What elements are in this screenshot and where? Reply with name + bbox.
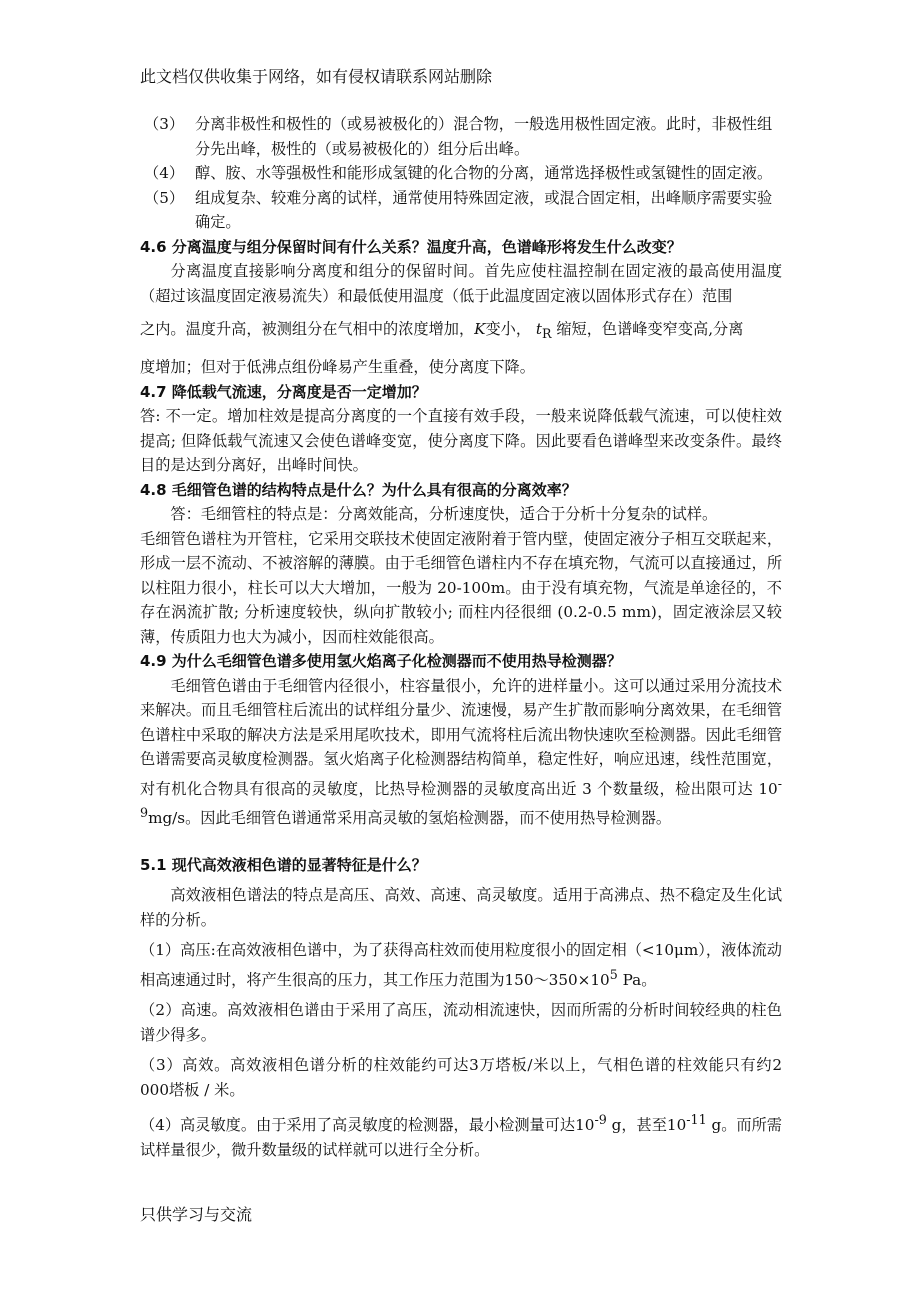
list-item-text: 组成复杂、较难分离的试样，通常使用特殊固定液，或混合固定相，出峰顺序需要实验确定。 bbox=[195, 188, 773, 231]
list-item-number: （4） bbox=[144, 164, 185, 182]
section-title-4-8: 4.8 毛细管色谱的结构特点是什么？为什么具有很高的分离效率？ bbox=[140, 480, 577, 499]
paragraph-text: 之内。温度升高，被测组分在气相中的浓度增加， bbox=[140, 320, 475, 338]
page-footer: 只供学习与交流 bbox=[140, 1205, 253, 1224]
paragraph-text: mg/s。因此毛细管色谱通常采用高灵敏的氢焰检测器，而不使用热导检测器。 bbox=[148, 809, 672, 828]
paragraph-text: 毛细管色谱由于毛细管内径很小，柱容量很小，允许的进样量小。这可以通过采用分流技术来解决。而且毛细管柱后流出的试样组分量少、流速慢，易产生扩散而影响分离效果，在毛细管色谱柱中采取的解决方法是采用尾吹技术，即用气流将柱后流出物快速吹至检测器。因此毛细管色谱需要高灵敏度检测器。氢火焰离子化检测器结构简单，稳定性好，响应迅速，线性范围宽，对有机化合物具有很高的灵敏度，比热导检测器的灵敏度高出近 3 个数量级，检出限可达 10 bbox=[140, 676, 782, 798]
paragraph: （3）高效。高效液相色谱分析的柱效能约可达3万塔板/米以上，气相色谱的柱效能只有约2 000塔板 / 米。 bbox=[140, 1056, 782, 1099]
list-item-number: （5） bbox=[144, 188, 185, 207]
paragraph-text: （1）高压:在高效液相色谱中，为了获得高柱效而使用粒度很小的固定相（<10μm），液体流动相高速通过时，将产生很高的压力，其工作压力范围为150～350×10 bbox=[140, 941, 782, 989]
list-item-number: （3） bbox=[144, 115, 185, 133]
section-title-5-1: 5.1 现代高效液相色谱的显著特征是什么？ bbox=[140, 855, 427, 874]
paragraph bbox=[140, 674, 782, 831]
list-item bbox=[140, 112, 782, 161]
superscript: 5 bbox=[609, 966, 618, 982]
symbol-t: t bbox=[535, 320, 542, 338]
superscript: -9 bbox=[594, 1112, 607, 1128]
list-item bbox=[140, 186, 782, 235]
symbol-r-subscript: R bbox=[541, 326, 552, 342]
list-item-text: 醇、胺、水等强极性和能形成氢键的化合物的分离，通常选择极性或氢键性的固定液。 bbox=[195, 164, 773, 182]
paragraph: 答：毛细管柱的特点是：分离效能高，分析速度快，适合于分析十分复杂的试样。 bbox=[170, 505, 718, 524]
paragraph-text: g。而所需试样量很少，微升数量级的试样就可以进行全分析。 bbox=[140, 1116, 782, 1159]
section-title-4-7: 4.7 降低载气流速，分离度是否一定增加？ bbox=[140, 382, 427, 401]
paragraph-text: 变小， bbox=[485, 320, 532, 338]
section-title-4-6: 4.6 分离温度与组分保留时间有什么关系？温度升高，色谱峰形将发生什么改变？ bbox=[140, 237, 682, 256]
section-title-4-9: 4.9 为什么毛细管色谱多使用氢火焰离子化检测器而不使用热导检测器？ bbox=[140, 652, 622, 671]
paragraph: 答: 不一定。增加柱效是提高分离度的一个直接有效手段，一般来说降低载气流速，可以使柱效提高; 但降低载气流速又会使色谱峰变宽，使分离度下降。因此要看色谱峰型来改变条件。最终目的是达到分离好，出峰时间快。 bbox=[140, 407, 782, 475]
paragraph: 高效液相色谱法的特点是高压、高效、高速、高灵敏度。适用于高沸点、热不稳定及生化试样的分析。 bbox=[140, 886, 782, 929]
superscript: -9 bbox=[140, 775, 782, 821]
document-body bbox=[140, 112, 782, 1162]
paragraph bbox=[140, 1108, 782, 1162]
paragraph: （2）高速。高效液相色谱由于采用了高压，流动相流速快，因而所需的分析时间较经典的柱色谱少得多。 bbox=[140, 1001, 782, 1044]
paragraph bbox=[140, 938, 782, 992]
paragraph-text: （4）高灵敏度。由于采用了高灵敏度的检测器，最小检测量可达10 bbox=[140, 1116, 595, 1135]
paragraph bbox=[140, 308, 782, 355]
symbol-k: K bbox=[474, 320, 486, 338]
list-item-text: 分离非极性和极性的（或易被极化的）混合物，一般选用极性固定液。此时，非极性组分先出峰，极性的（或易被极化的）组分后出峰。 bbox=[195, 115, 773, 158]
superscript: -11 bbox=[686, 1112, 707, 1128]
paragraph: 分离温度直接影响分离度和组分的保留时间。首先应使柱温控制在固定液的最高使用温度（超过该温度固定液易流失）和最低使用温度（低于此温度固定液以固体形式存在）范围 bbox=[140, 262, 782, 305]
paragraph-text: 缩短，色谱峰变窄变高,分离 bbox=[556, 320, 744, 338]
paragraph: 毛细管色谱柱为开管柱，它采用交联技术使固定液附着于管内壁，使固定液分子相互交联起来，形成一层不流动、不被溶解的薄膜。由于毛细管色谱柱内不存在填充物，气流可以直接通过，所以柱阻力很小，柱长可以大大增加，一般为 20-100m。由于没有填充物，气流是单途径的，不存在涡流扩散; 分析速度较快，纵向扩散较小; 而柱内径很细 (0.2-0.5 mm)，固定液涂层又较薄，传质阻力也大为减小，因而柱效能很高。 bbox=[140, 529, 782, 646]
page-header: 此文档仅供收集于网络，如有侵权请联系网站删除 bbox=[140, 67, 493, 86]
paragraph-text: g，甚至10 bbox=[606, 1116, 687, 1135]
list-item bbox=[140, 161, 782, 186]
paragraph-text: Pa。 bbox=[617, 970, 657, 989]
paragraph: 度增加；但对于低沸点组份峰易产生重叠，使分离度下降。 bbox=[140, 358, 535, 377]
